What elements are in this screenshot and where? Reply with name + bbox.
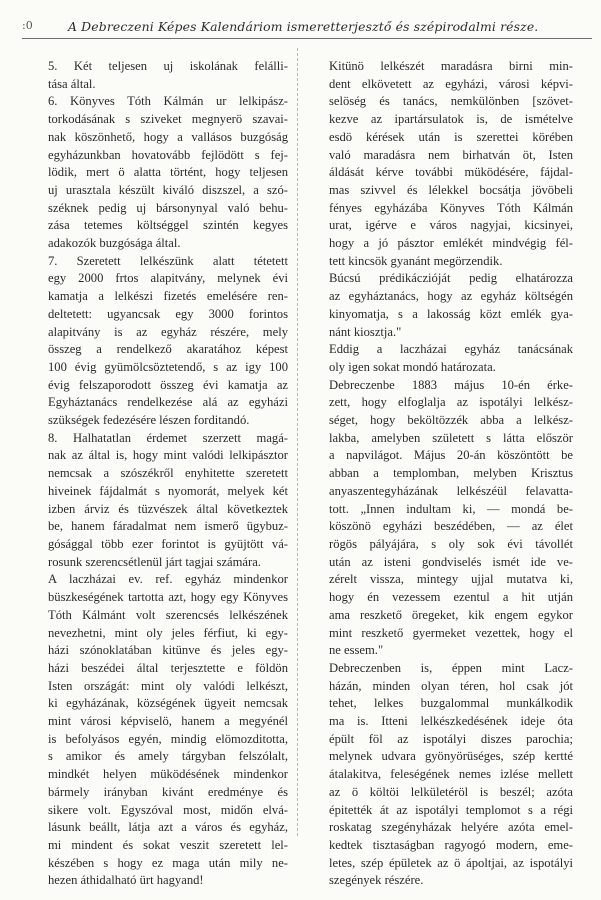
text-line: épült föl az ispotályi diszes parochia; bbox=[329, 731, 573, 746]
text-line: 6. Könyves Tóth Kálmán ur lelkipász- bbox=[48, 94, 288, 109]
text-line: kezve az ipartársulatok is, de ismételve bbox=[329, 112, 573, 127]
text-line: szegények részére. bbox=[329, 873, 424, 888]
text-line: büszkeségének tartotta azt, hogy egy Könyves bbox=[48, 590, 288, 605]
text-line: után az isteni gondviselés ismét ide ve- bbox=[329, 554, 573, 569]
text-line: rögös pályájára, s oly sok évi távollét bbox=[329, 536, 573, 551]
text-line: zett, hogy elfoglalja az ispotályi lelkész- bbox=[329, 395, 573, 410]
text-line: izben árviz és tüzvészek által következtek bbox=[48, 501, 288, 516]
text-line: selöség és tanács, nemkülönben [szövet- bbox=[329, 94, 573, 109]
page-number: :0 bbox=[22, 19, 33, 32]
text-line: nánt kiosztja." bbox=[329, 324, 402, 339]
text-line: mas szivvel és lélekkel bocsátja jövöbeli bbox=[329, 182, 573, 197]
text-line: az ö költöi lelkületéröl is beszél; azóta bbox=[329, 784, 573, 799]
text-line: lakba, amelyben született s látta először bbox=[329, 430, 573, 445]
text-line: gósággal több ezer forintot is gyüjtött vá- bbox=[48, 536, 288, 551]
text-line: évig felszaporodott összeg évi kamatja az bbox=[48, 377, 288, 392]
text-line: kedtek tisztaságban ragyogó modern, eme- bbox=[329, 837, 573, 852]
text-line: átalakitva, feleségének nemes izlése mellett bbox=[329, 767, 573, 782]
text-line: ama reszkető öregeket, kik engem egykor bbox=[329, 607, 573, 622]
text-line: szükségek fedezésére lészen forditandó. bbox=[48, 413, 250, 428]
header-rule bbox=[22, 38, 592, 39]
text-line: séget, hogy beköltözzék abba a lelkész- bbox=[329, 413, 573, 428]
text-line: nak köszönhető, hogy a vallásos buzgóság bbox=[48, 129, 288, 144]
text-line: zása tetemes költséggel szintén kegyes bbox=[48, 218, 288, 233]
paragraph bbox=[307, 377, 573, 660]
text-line: s amikor és amely tárgyban felszólalt, bbox=[48, 749, 288, 764]
running-title: A Debreczeni Képes Kalendáriom ismeretterjesztő és szépirodalmi része. bbox=[68, 19, 539, 34]
text-line: alapitvány is az egyház részére, mely bbox=[48, 324, 288, 339]
column-divider bbox=[297, 48, 298, 838]
text-line: tett kincsök gyanánt megörzendik. bbox=[329, 253, 503, 268]
paragraph bbox=[307, 270, 573, 341]
text-line: anyaszentegyházának lelkészéül felavatta- bbox=[329, 483, 573, 498]
text-line: mint reszkető gyermeket vezettek, hogy el bbox=[329, 625, 573, 640]
text-line: nemcsak a szószékről enyhitette szeretett bbox=[48, 466, 288, 481]
text-line: köszönö egyházi beszédében, — az élet bbox=[329, 519, 573, 534]
text-line: hezen áthidalható ürt hagyand! bbox=[48, 873, 204, 888]
text-line: Debreczenben is, éppen mint Lacz- bbox=[329, 660, 573, 675]
text-line: urat, igérve e város nagyjai, kicsinyei, bbox=[329, 218, 573, 233]
text-line: hiveinek fájdalmát s nyomorát, melyek két bbox=[48, 483, 288, 498]
text-line: 8. Halhatatlan érdemet szerzett magá- bbox=[48, 430, 288, 445]
text-line: való maradásra nem birhatván öt, Isten bbox=[329, 147, 573, 162]
text-line: tehet, lelkes buzgalommal munkálkodik bbox=[329, 696, 573, 711]
text-line: dent elkövetett az egyházi, városi képvi- bbox=[329, 76, 573, 91]
text-line: Kitünö lelkészét maradásra birni min- bbox=[329, 59, 573, 73]
text-line: Debreczenbe 1883 május 10-én érke- bbox=[329, 377, 573, 392]
text-line: házi beszédei által terjesztette e földön bbox=[48, 660, 288, 675]
text-line: nak az által is, hogy mint valódi lelkipásztor bbox=[48, 448, 288, 463]
text-line: házán, minden olyan téren, hol csak jót bbox=[329, 678, 573, 693]
text-line: az egyháztanács, hogy az egyház költségén bbox=[329, 289, 573, 304]
text-line: Egyháztanács rendelkezése alá az egyházi bbox=[48, 395, 288, 410]
text-line: készében s hogy ez maga után mily ne- bbox=[48, 855, 288, 870]
text-line: széknek pedig uj bársonynyal való behu- bbox=[48, 200, 288, 215]
paragraph bbox=[26, 571, 288, 890]
text-line: deltetett: ugyancsak egy 3000 forintos bbox=[48, 306, 288, 321]
text-line: melynek udvara gyönyörüséges, szép kertté bbox=[329, 749, 573, 764]
paragraph bbox=[26, 58, 288, 93]
text-line: tása által. bbox=[48, 76, 96, 91]
text-line: kinyomatja, s a lakosság közt emlék gya- bbox=[329, 306, 573, 321]
text-line: oly igen sokat mondó határozata. bbox=[329, 359, 496, 374]
text-line: áldását kérve további müködésére, fájdal- bbox=[329, 165, 573, 180]
text-line: adakozók buzgósága által. bbox=[48, 236, 181, 251]
text-line: zérelt vissza, mintegy ujjal mutatva ki, bbox=[329, 572, 573, 587]
text-line: Búcsú prédikáczióját pedig elhatározza bbox=[329, 271, 573, 286]
text-line: kamatja a lelkészi fizetés emelésére ren- bbox=[48, 289, 288, 304]
text-line: abban a templomban, melyben Krisztus bbox=[329, 466, 573, 481]
text-line: rosunk szerencsétlenül járt tagjai számára. bbox=[48, 554, 261, 569]
page-header bbox=[22, 19, 588, 37]
text-line: bármely irányban kivánt eredménye és bbox=[48, 784, 288, 799]
text-line: letes, szép épületek az ö ápoltjai, az ispotályi bbox=[329, 855, 573, 870]
text-line: ki egyházának, községének ügyeit nemcsak bbox=[48, 696, 288, 711]
paragraph bbox=[26, 430, 288, 572]
text-line: a napvilágot. Május 20-án köszöntött be bbox=[329, 448, 573, 463]
text-line: Tóth Kálmánt volt szerencsés lelkészének bbox=[48, 607, 288, 622]
text-line: ma is. Itteni lelkészkedésének ideje óta bbox=[329, 714, 573, 729]
text-line: tott. „Innen indultam ki, — mondá be- bbox=[329, 501, 573, 516]
paragraph bbox=[26, 93, 288, 252]
paragraph bbox=[307, 341, 573, 376]
text-line: roskatag szegényházak helyére azóta emel- bbox=[329, 820, 573, 835]
text-line: Eddig a laczházai egyház tanácsának bbox=[329, 342, 573, 357]
text-line: 5. Két teljesen uj iskolának felálli- bbox=[48, 59, 288, 73]
text-line: mi mindent és sokat veszit szeretett lel- bbox=[48, 837, 288, 852]
text-line: egy 2000 frtos alapitvány, melynek évi bbox=[48, 271, 288, 286]
text-line: 100 évig gyümölcsöztetendő, s az igy 100 bbox=[48, 359, 288, 374]
text-line: hogy a jó pásztor emlékét mindvégig fél- bbox=[329, 236, 573, 251]
text-line: egyházunkban hovatovább fejlödött s fej- bbox=[48, 147, 288, 162]
text-line: mint városi képviselö, hanem a megyénél bbox=[48, 714, 288, 729]
text-line: be, hanem fáradalmat nem ismerő ügybuz- bbox=[48, 519, 288, 534]
paragraph bbox=[26, 253, 288, 430]
text-line: A laczházai ev. ref. egyház mindenkor bbox=[48, 572, 288, 587]
text-line: összeg a rendelkező akaratához képest bbox=[48, 342, 288, 357]
paragraph bbox=[307, 58, 573, 270]
text-line: is befolyásos egyén, mindig elömozditotta, bbox=[48, 731, 288, 746]
text-line: épitették át az ispotályi templomot s a régi bbox=[329, 802, 573, 817]
right-column bbox=[307, 58, 573, 890]
text-line: sikere volt. Egyszóval most, midőn elvá- bbox=[48, 802, 288, 817]
text-line: esdö kérések után is szerettei körében bbox=[329, 129, 573, 144]
text-line: nevezhetni, mint oly jeles férfiut, ki egy- bbox=[48, 625, 288, 640]
text-line: lödik, mert ö alatta történt, hogy teljesen bbox=[48, 165, 288, 180]
paragraph bbox=[307, 660, 573, 890]
text-line: ne essem." bbox=[329, 643, 384, 658]
text-line: lásunk beállt, látja azt a város és egyház, bbox=[48, 820, 288, 835]
text-line: fényes egyházába Könyves Tóth Kálmán bbox=[329, 200, 573, 215]
text-line: torkodásának s sziveket megnyerö szavai- bbox=[48, 112, 288, 127]
text-line: hogy én vezessem ezentul a hit utján bbox=[329, 590, 573, 605]
text-line: 7. Szeretett lelkészünk alatt tétetett bbox=[48, 253, 288, 268]
text-line: házi szónoklatában kitünve és jeles egy- bbox=[48, 643, 288, 658]
text-line: Isten országát: mint oly valódi lelkészt, bbox=[48, 678, 288, 693]
text-line: uj urasztala készült kiváló diszszel, a szó- bbox=[48, 182, 288, 197]
text-line: mindkét helyen müködésének mindenkor bbox=[48, 767, 288, 782]
left-column bbox=[26, 58, 288, 890]
